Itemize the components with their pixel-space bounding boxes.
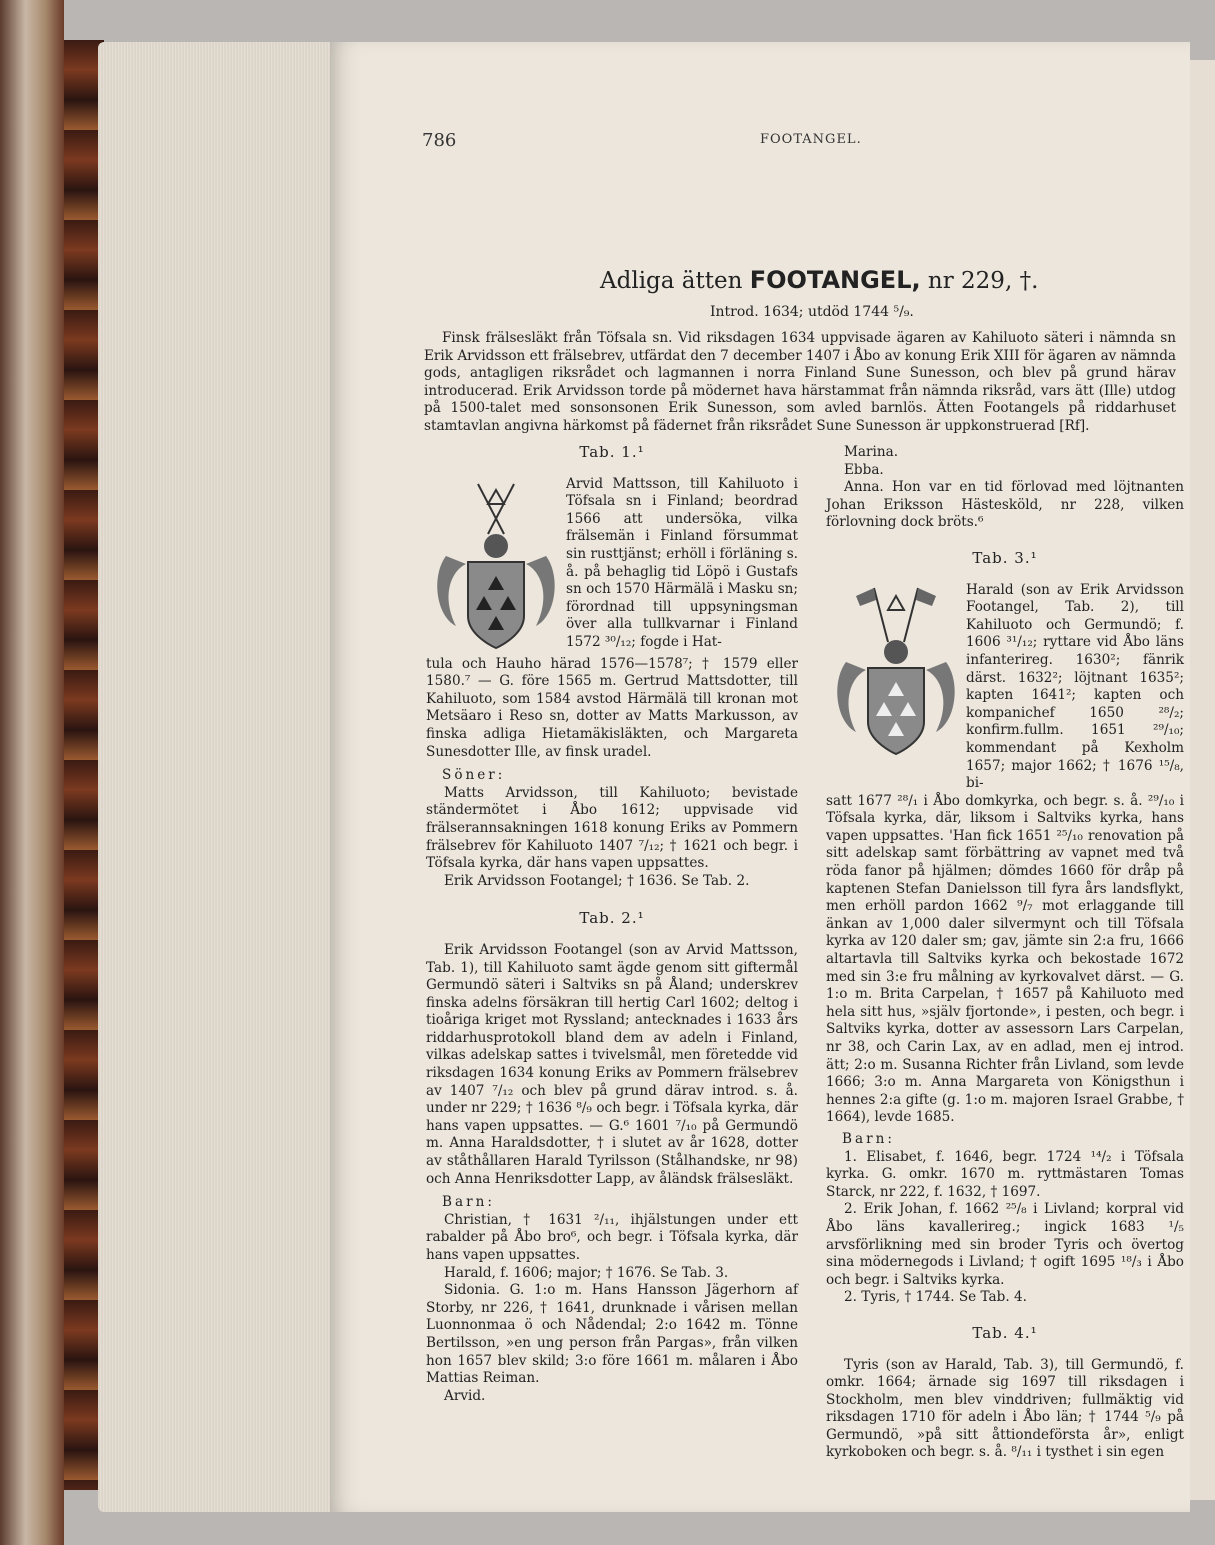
coat-of-arms-icon bbox=[426, 476, 566, 656]
page-title bbox=[600, 266, 1038, 294]
tab1-sons-label: Söner: bbox=[442, 767, 506, 784]
tab3-wrap bbox=[826, 582, 1184, 793]
tab2-body: Erik Arvidsson Footangel (son av Arvid Mattsson, Tab. 1), till Kahiluoto samt ägde genom sitt giftermål Germundö säteri i Saltviks sn på Åland; underskrev finska adelns försäkran till hertig Carl 1602; deltog i tioåriga kriget mot Ryssland; antecknades i 1633 års riddarhusprotokoll bland dem av adeln i Finland, vilkas adelskap sattes i tvivelsmål, men företedde vid riksdagen 1634 konung Eriks av Pommern frälsebrev av 1407 ⁷/₁₂ och blev på grund därav introd. s. å. under nr 229; † 1636 ⁸/₉ och begr. i Töfsala kyrka, där hans vapen uppsattes. — G.⁶ 1601 ⁷/₁₀ på Germundö m. Anna Haraldsdotter, † i slutet av år 1628, dotter av ståthållaren Harald Tyrilsson (Stålhandske, nr 98) och Anna Henriksdotter Lapp, av åländsk frälsesläkt. bbox=[426, 941, 798, 1187]
tab3-body: satt 1677 ²⁸/₁ i Åbo domkyrka, och begr. s. å. ²⁹/₁₀ i Töfsala kyrka, där, liksom i Saltviks kyrka, hans vapen uppsattes. 'Han fick 1651 ²⁵/₁₀ renovation på sitt adelskap samt förbättring av vapnet med två röda fanor på hjälmen; dömdes 1660 för dråp på kaptenen Stefan Danielsson till fyra års landsflykt, men erhöll pardon 1662 ⁹/₇ mot erlaggande till änkan av 1,000 daler silvermynt och till Töfsala kyrka av 120 daler sm; gav, jämte sin 2:a fru, 1666 altartavla till Saltviks kyrka och bekostade 1672 med sin 3:e fru målning av kyrkovalvet därst. — G. 1:o m. Brita Carpelan, † 1657 på Kahiluoto med hela sitt hus, »själv fjortonde», i pesten, och begr. i Saltviks kyrka, dotter av assessorn Lars Carpelan, nr 38, och Carin Lax, av en adlad, men ej introd. ätt; 2:o m. Susanna Richter från Livland, som levde 1666; 3:o m. Anna Margareta von Königsthun i hennes 2:a gifte (g. 1:o m. majoren Israel Grabbe, † 1664), levde 1685. bbox=[826, 792, 1184, 1126]
right-column bbox=[826, 444, 1184, 1462]
tab3-children-label: Barn: bbox=[842, 1130, 895, 1147]
tab1-son-2: Erik Arvidsson Footangel; † 1636. Se Tab. 2. bbox=[444, 872, 750, 889]
tab2-child-cont: Anna. Hon var en tid förlovad med löjtnanten Johan Eriksson Hästesköld, nr 228, vilken förlovning dock bröts.⁶ bbox=[826, 479, 1184, 531]
tab1-wrap bbox=[426, 476, 798, 656]
tab3-child: 2. Tyris, † 1744. Se Tab. 4. bbox=[844, 1289, 1027, 1306]
tab2-child-cont: Marina. bbox=[844, 444, 899, 460]
tab3-child: 2. Erik Johan, f. 1662 ²⁵/₈ i Livland; korpral vid Åbo läns kavallerireg.; ingick 1683 ¹/₅ arvsförlikning med sin broder Tyris och övertog sina mödernegods i Livland; † ogift 1695 ¹⁸/₃ i Åbo och begr. i Saltviks kyrka. bbox=[826, 1201, 1184, 1288]
page-block-edge bbox=[98, 42, 338, 1512]
left-column bbox=[426, 444, 798, 1405]
tab1-son-1: Matts Arvidsson, till Kahiluoto; bevistade ständermötet i Åbo 1612; uppvisade vid frälserannsakningen 1618 konung Eriks av Pommern frälsebrev för Kahiluoto 1407 ⁷/₁₂; † 1621 och begr. i Töfsala kyrka, där hans vapen uppsattes. bbox=[426, 784, 798, 872]
tab1-wrap-text: Arvid Mattsson, till Kahiluoto i Töfsala sn i Finland; beordrad 1566 att undersöka, vilka frälsemän i Finland försummat sin rusttjänst; erhöll i förläning s. å. på behaglig tid Löpö i Gustafs sn och 1570 Härmälä i Masku sn; förordnad till uppsyningsman över alla tullkvarnar i Finland 1572 ³⁰/₁₂; fogde i Hat- bbox=[566, 475, 798, 650]
tab3-wrap-text: Harald (son av Erik Arvidsson Footangel, Tab. 2), till Kahiluoto och Germundö; f. 1606 ³¹/₁₂; ryttare vid Åbo läns infanterireg. 1630²; fänrik därst. 1632²; löjtnant 1635²; kapten 1641²; kapten och kompanichef 1650 ²⁸/₂; konfirm.fullm. 1651 ²⁹/₁₀; kommendant på Kexholm 1657; major 1662; † 1676 ¹⁵/₈, bi- bbox=[966, 581, 1184, 792]
tab1-heading: Tab. 1.¹ bbox=[579, 443, 645, 461]
tab2-child: Arvid. bbox=[444, 1387, 486, 1404]
tab3-heading: Tab. 3.¹ bbox=[972, 548, 1038, 567]
tab2-child-cont: Ebba. bbox=[844, 461, 884, 478]
tab2-child: Harald, f. 1606; major; † 1676. Se Tab. 3. bbox=[444, 1264, 729, 1281]
tab1-body: tula och Hauho härad 1576—1578⁷; † 1579 eller 1580.⁷ — G. före 1565 m. Gertrud Mattsdotter, till Kahiluoto, som 1584 avstod Härmälä till kronan mot Metsäaro i Reso sn, dotter av Matts Markusson, av finska adliga Hietamäkisläkten, och Margareta Sunesdotter Ille, av finsk uradel. bbox=[426, 655, 798, 760]
tab2-child: Sidonia. G. 1:o m. Hans Hansson Jägerhorn af Storby, nr 226, † 1641, drunknade i vårisen mellan Luonnonmaa ö och Nådendal; 2:o 1642 m. Tönne Bertilsson, »en ung person från Pargas», från vilken hon 1657 blev skild; 3:o före 1661 m. målaren i Åbo Mattias Reiman. bbox=[426, 1282, 798, 1387]
tab4-body: Tyris (son av Harald, Tab. 3), till Germundö, f. omkr. 1664; ärnade sig 1697 till riksdagen i Stockholm, men blev vinddriven; fullmäktig vid riksdagen 1710 för adeln i Åbo län; † 1744 ⁵/₉ på Germundö, »på sitt åttiondeförsta år», enligt kyrkoboken och begr. s. å. ⁸/₁₁ i tysthet i sin egen bbox=[826, 1356, 1184, 1461]
book-page bbox=[330, 42, 1190, 1512]
lead-paragraph: Finsk frälsesläkt från Töfsala sn. Vid riksdagen 1634 uppvisade ägaren av Kahiluoto säteri i nämnda sn Erik Arvidsson ett frälsebrev, utfärdat den 7 december 1407 i Åbo av konung Erik XIII för ägaren av nämnda gods, antagligen riksrådet och lagmannen i norra Finland Sune Sunesson, och blev på grund härav introducerad. Erik Arvidsson torde på mödernet hava härstammat från nämnda riksråd, vars ätt (Ille) utdog på 1500-talet med sonsonsonen Erik Sunesson, som avled barnlös. Ätten Footangels på riddarhuset stamtavlan angivna härkomst på fädernet från riksrådet Sune Sunesson är uppkonstruerad [Rf]. bbox=[424, 330, 1176, 434]
title-suffix: nr 229, †. bbox=[927, 268, 1039, 294]
tab2-child: Christian, † 1631 ²/₁₁, ihjälstungen under ett rabalder på Åbo bro⁶, och begr. i Töfsala kyrka, där hans vapen uppsattes. bbox=[426, 1211, 798, 1263]
tab3-child: 1. Elisabet, f. 1646, begr. 1724 ¹⁴/₂ i Töfsala kyrka. G. omkr. 1670 m. ryttmästaren Tomas Starck, nr 222, f. 1632, † 1697. bbox=[826, 1148, 1184, 1200]
title-prefix: Adliga ätten bbox=[600, 268, 743, 294]
book-spine bbox=[0, 0, 64, 1545]
tab2-children-label: Barn: bbox=[442, 1194, 495, 1211]
intro-line: Introd. 1634; utdöd 1744 ⁵/₉. bbox=[710, 304, 914, 320]
running-head: FOOTANGEL. bbox=[760, 132, 862, 147]
tab4-heading: Tab. 4.¹ bbox=[972, 1323, 1038, 1342]
tab2-heading: Tab. 2.¹ bbox=[579, 909, 645, 928]
title-name: FOOTANGEL, bbox=[749, 266, 921, 294]
coat-of-arms-icon bbox=[826, 582, 966, 762]
page-number: 786 bbox=[422, 130, 457, 151]
